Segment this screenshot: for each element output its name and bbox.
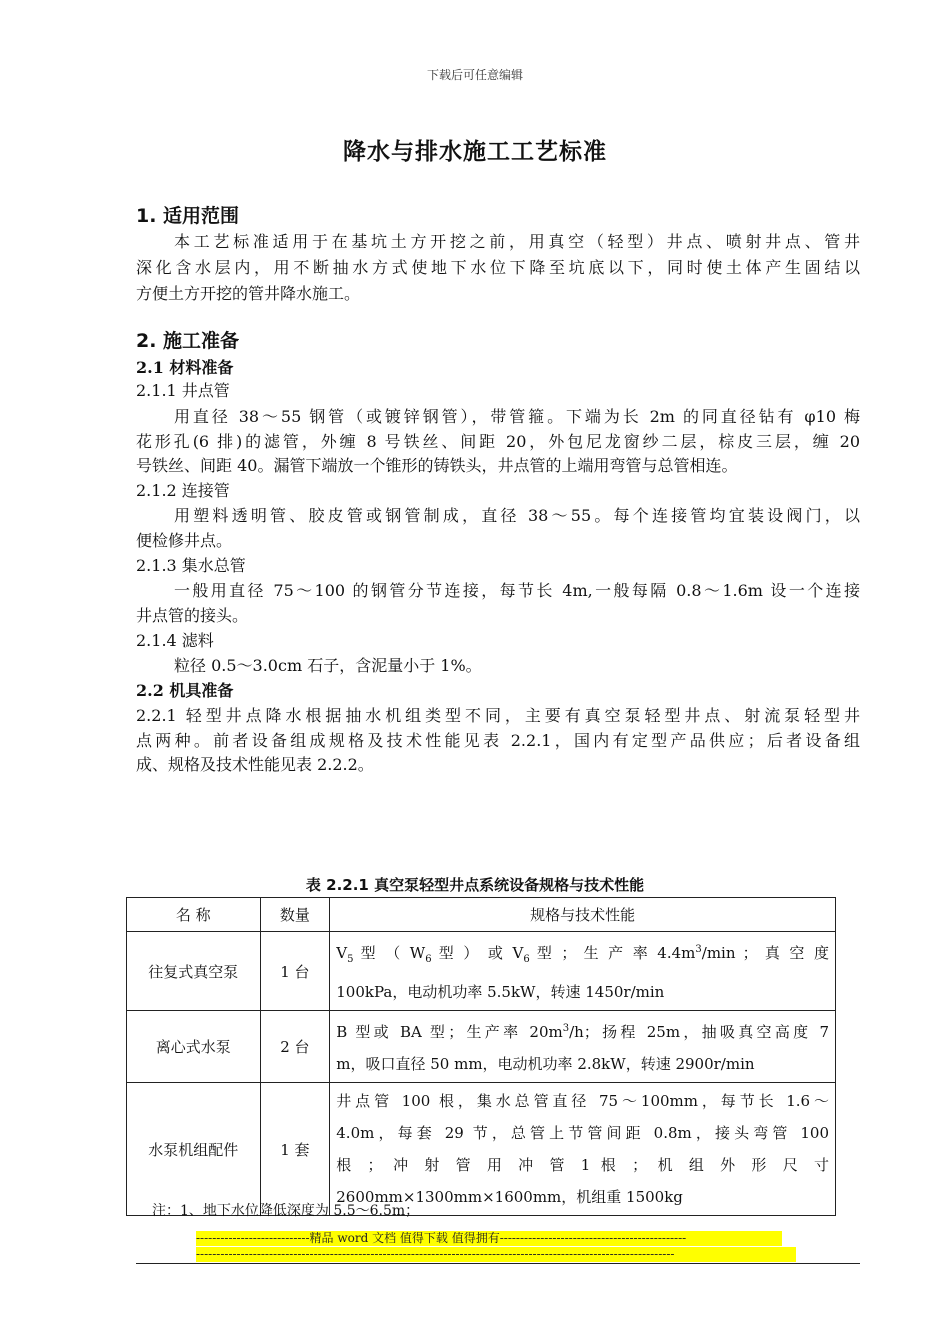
row-name: 离心式水泵 xyxy=(127,1011,261,1083)
paragraph-line: 便检修井点。 xyxy=(136,531,233,550)
subsection-2-1-1-heading: 2.1.1 井点管 xyxy=(136,381,230,400)
table-caption: 表 2.2.1 真空泵轻型井点系统设备规格与技术性能 xyxy=(305,876,645,894)
row-spec xyxy=(330,932,836,1011)
paragraph-line: 一般用直径 75～100 的钢管分节连接，每节长 4m,一般每隔 0.8～1.6m 设一个连接 xyxy=(174,581,860,600)
page-header-note: 下载后可任意编辑 xyxy=(426,68,523,82)
subsection-2-2-heading: 2.2 机具准备 xyxy=(136,681,234,700)
spec-line: B 型或 BA 型；生产率 $20m^3/h$；扬程 25m，抽吸真空高度 7 xyxy=(336,1023,829,1041)
subsection-2-1-3-heading: 2.1.3 集水总管 xyxy=(136,556,246,575)
subsection-2-1-heading: 2.1 材料准备 xyxy=(136,358,234,377)
paragraph-line: 井点管的接头。 xyxy=(136,606,249,625)
table-note: 注：1、地下水位降低深度为 5.5～6.5m； xyxy=(152,1203,420,1219)
table-row xyxy=(127,932,836,1011)
section-1-heading: 1. 适用范围 xyxy=(136,205,240,227)
spec-line: 井点管 100 根，集水总管直径 75～100mm，每节长 1.6～ xyxy=(336,1092,829,1110)
section-1-line: 深化含水层内，用不断抽水方式使地下水位下降至坑底以下，同时使土体产生固结以 xyxy=(136,258,860,277)
row-name: 往复式真空泵 xyxy=(127,932,261,1011)
footer-banner-line: ---------------------------------------------------------------------------------------------------------------------- xyxy=(196,1247,796,1262)
header-name: 名 称 xyxy=(127,898,261,932)
spec-line: 根 ； 冲 射 管 用 冲 管 1 根 ； 机 组 外 形 尺 寸 xyxy=(336,1156,829,1174)
paragraph-line: 花形孔(6 排)的滤管，外缠 8 号铁丝、间距 20，外包尼龙窗纱二层，棕皮三层，缠 20 xyxy=(136,432,860,451)
paragraph-line: 号铁丝、间距 40。漏管下端放一个锥形的铸铁头，井点管的上端用弯管与总管相连。 xyxy=(136,456,738,475)
row-spec xyxy=(330,1083,836,1216)
paragraph-line: 用塑料透明管、胶皮管或钢管制成，直径 38～55。每个连接管均宜装设阀门，以 xyxy=(174,506,860,525)
spec-line: 4.0m，每套 29 节，总管上节管间距 0.8m，接头弯管 100 xyxy=(336,1124,829,1142)
spec-line: 100kPa，电动机功率 5.5kW，转速 1450r/min xyxy=(336,983,665,1001)
section-1-line: 本工艺标准适用于在基坑土方开挖之前，用真空（轻型）井点、喷射井点、管井 xyxy=(174,232,860,251)
row-quantity: 1 台 xyxy=(260,932,330,1011)
subsection-2-1-2-heading: 2.1.2 连接管 xyxy=(136,481,230,500)
row-name: 水泵机组配件 xyxy=(127,1083,261,1216)
row-spec xyxy=(330,1011,836,1083)
header-spec: 规格与技术性能 xyxy=(330,898,836,932)
subsection-2-1-4-heading: 2.1.4 滤料 xyxy=(136,631,214,650)
section-2-heading: 2. 施工准备 xyxy=(136,330,240,352)
footer-rule xyxy=(136,1263,860,1264)
paragraph-line: 粒径 0.5～3.0cm 石子，含泥量小于 1%。 xyxy=(174,656,482,675)
row-quantity: 1 套 xyxy=(260,1083,330,1216)
spec-line: 2600mm×1300mm×1600mm，机组重 1500kg xyxy=(336,1188,683,1206)
paragraph-line: 用直径 38～55 钢管（或镀锌钢管），带管箍。下端为长 2m 的同直径钻有 φ10 梅 xyxy=(174,407,860,426)
equipment-spec-table xyxy=(126,897,836,1216)
document-title: 降水与排水施工工艺标准 xyxy=(343,139,607,165)
table-row xyxy=(127,1011,836,1083)
footer-banner-line: ----------------------------精品 word 文档 值得下载 值得拥有---------------------------------------------- xyxy=(196,1231,782,1246)
paragraph-line: 点两种。前者设备组成规格及技术性能见表 2.2.1，国内有定型产品供应；后者设备组 xyxy=(136,731,860,750)
section-1-line: 方便土方开挖的管井降水施工。 xyxy=(136,284,361,303)
header-quantity: 数量 xyxy=(260,898,330,932)
paragraph-line: 成、规格及技术性能见表 2.2.2。 xyxy=(136,755,374,774)
spec-line: $V_5$ 型 （ $W_6$ 型 ） 或 $V_6$ 型 ； 生 产 率 $4.4m^3/\min$ ； 真 空 度 xyxy=(336,944,829,965)
table-header-row xyxy=(127,898,836,932)
paragraph-line: 2.2.1 轻型井点降水根据抽水机组类型不同，主要有真空泵轻型井点、射流泵轻型井 xyxy=(136,706,860,725)
table-row xyxy=(127,1083,836,1216)
spec-line: m，吸口直径 50 mm，电动机功率 2.8kW，转速 2900r/min xyxy=(336,1055,755,1073)
row-quantity: 2 台 xyxy=(260,1011,330,1083)
